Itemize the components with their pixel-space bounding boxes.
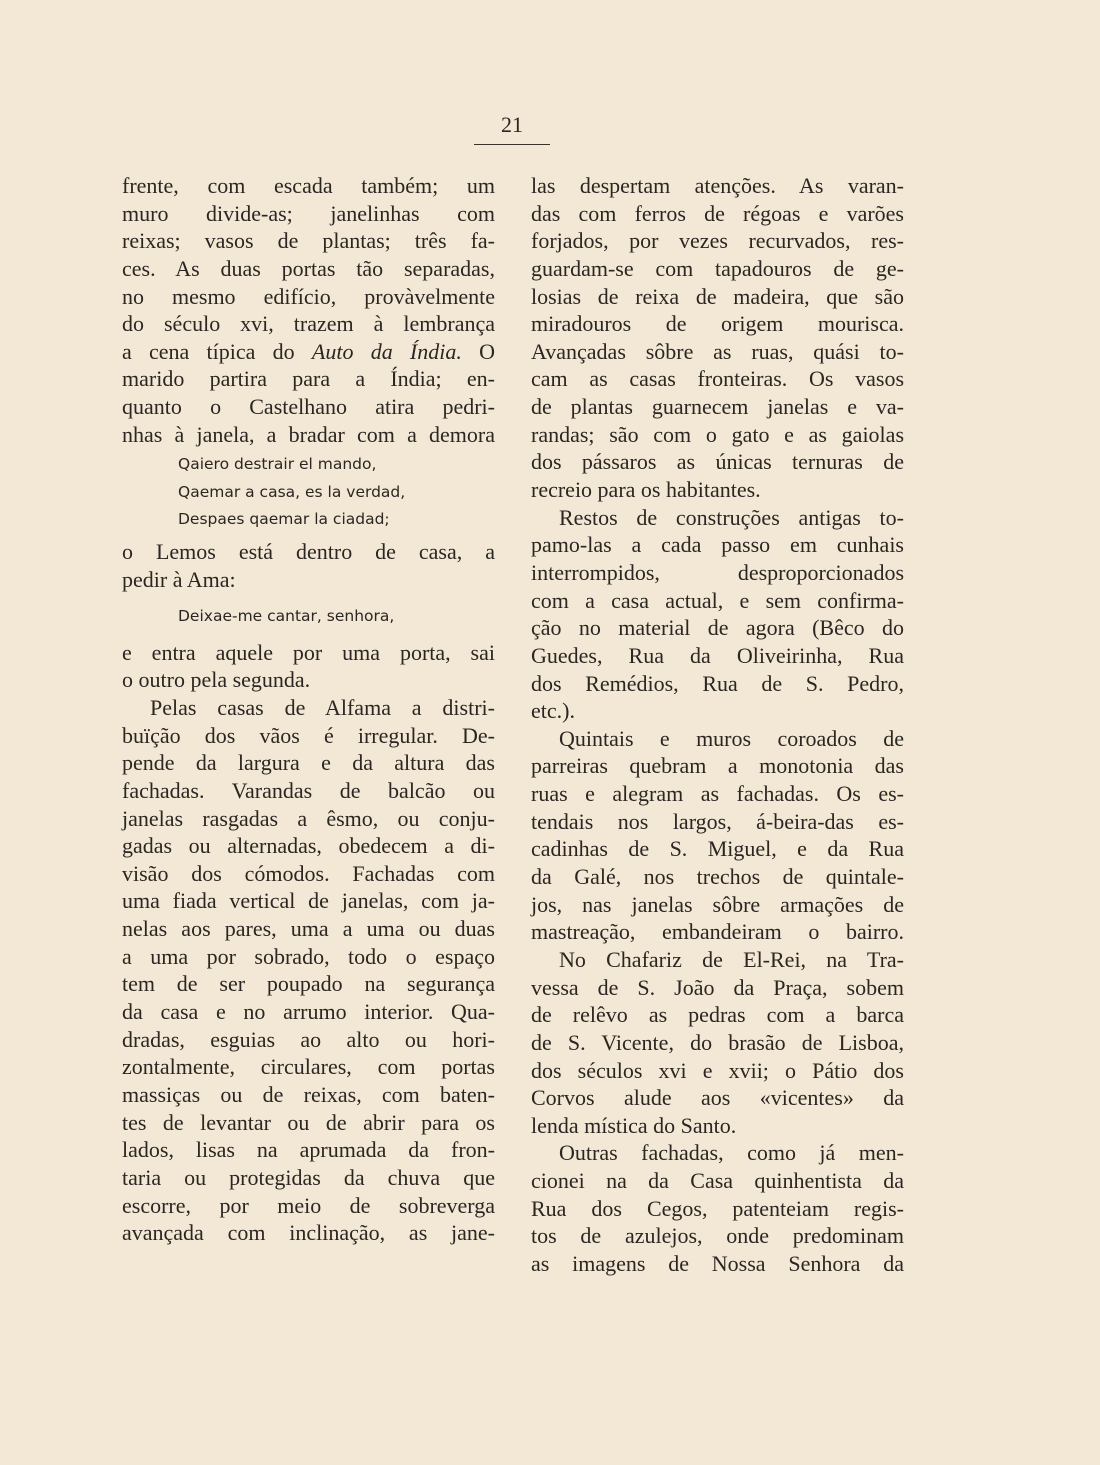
text-line: com a casa actual, e sem confirma- xyxy=(531,587,904,613)
text-line: massiças ou de reixas, com baten- xyxy=(122,1081,495,1107)
text-line: jos, nas janelas sôbre armações de xyxy=(531,891,904,917)
text-line: as imagens de Nossa Senhora da xyxy=(531,1250,904,1276)
verse-quotation xyxy=(122,603,495,631)
text-line: tem de ser poupado na segurança xyxy=(122,971,495,997)
text-line: tendais nos largos, á-beira-das es- xyxy=(531,808,904,834)
right-column xyxy=(531,172,904,1278)
text-line: visão dos cómodos. Fachadas com xyxy=(122,860,495,886)
text-line: avançada com inclinação, as jane- xyxy=(122,1220,495,1246)
text-line: quanto o Castelhano atira pedri- xyxy=(122,394,495,420)
text-line: muro divide-as; janelinhas com xyxy=(122,200,495,226)
text-line: nelas aos pares, uma a uma ou duas xyxy=(122,916,495,942)
text-line: frente, com escada também; um xyxy=(122,173,495,198)
text-line: cadinhas de S. Miguel, e da Rua xyxy=(531,836,904,862)
text-line: fachadas. Varandas de balcão ou xyxy=(122,777,495,803)
paragraph xyxy=(531,725,904,946)
text-line: Restos de construções antigas to- xyxy=(559,504,904,530)
text-line: randas; são com o gato e as gaiolas xyxy=(531,421,904,447)
text-line: parreiras quebram a monotonia das xyxy=(531,753,904,779)
text-line: Avançadas sôbre as ruas, quási to- xyxy=(531,338,904,364)
text-line: buïção dos vãos é irregular. De- xyxy=(122,722,495,748)
text-line: Quintais e muros coroados de xyxy=(559,725,904,751)
paragraph xyxy=(122,639,495,694)
text-line: recreio para os habitantes. xyxy=(531,477,761,503)
text-line: dos pássaros as únicas ternuras de xyxy=(531,449,904,475)
text-line: taria ou protegidas da chuva que xyxy=(122,1164,495,1190)
paragraph xyxy=(531,504,904,725)
page-number: 21 xyxy=(501,112,523,137)
text-line: forjados, por vezes recurvados, res- xyxy=(531,228,904,254)
text-line: o outro pela segunda. xyxy=(122,667,311,693)
text-line: a uma por sobrado, todo o espaço xyxy=(122,943,495,969)
text-span: O xyxy=(479,338,496,364)
verse-line: Despaes qaemar la ciadad; xyxy=(178,510,390,529)
text-line: nhas à janela, a bradar com a demora xyxy=(122,421,495,447)
text-line: marido partira para a Índia; en- xyxy=(122,366,495,392)
text-line: da Galé, nos trechos de quintale- xyxy=(531,864,904,890)
text-line: las despertam atenções. As varan- xyxy=(531,173,904,198)
text-line: de relêvo as pedras com a barca xyxy=(531,1002,904,1028)
verse-quotation xyxy=(122,451,495,534)
text-line: do século xvi, trazem à lembrança xyxy=(122,311,495,337)
text-line: uma fiada vertical de janelas, com ja- xyxy=(122,888,495,914)
text-line: ruas e alegram as fachadas. Os es- xyxy=(531,781,904,807)
text-line: Pelas casas de Alfama a distri- xyxy=(150,694,495,720)
verse-line: Qaemar a casa, es la verdad, xyxy=(178,482,406,501)
text-line: das com ferros de régoas e varões xyxy=(531,200,904,226)
text-line: dos séculos xvi e xvii; o Pátio dos xyxy=(531,1057,904,1083)
text-line: de plantas guarnecem janelas e va- xyxy=(531,394,904,420)
text-line: pende da largura e da altura das xyxy=(122,750,495,776)
text-span: a cena típica do xyxy=(122,338,295,364)
text-line: dos Remédios, Rua de S. Pedro, xyxy=(531,670,904,696)
verse-line: Deixae-me cantar, senhora, xyxy=(178,607,395,626)
text-line: cam as casas fronteiras. Os vasos xyxy=(531,366,904,392)
text-line: lados, lisas na aprumada da fron- xyxy=(122,1137,495,1163)
text-line: ção no material de agora (Bêco do xyxy=(531,615,904,641)
text-line: no mesmo edifício, provàvelmente xyxy=(122,283,495,309)
text-line: Corvos alude aos «vicentes» da xyxy=(531,1085,904,1111)
text-line: Rua dos Cegos, patenteiam regis- xyxy=(531,1195,904,1221)
text-line: escorre, por meio de sobreverga xyxy=(122,1192,495,1218)
paragraph xyxy=(122,694,495,1247)
text-line: reixas; vasos de plantas; três fa- xyxy=(122,228,495,254)
text-line: cionei na da Casa quinhentista da xyxy=(531,1168,904,1194)
text-line: No Chafariz de El-Rei, na Tra- xyxy=(559,946,904,972)
text-line: da casa e no arrumo interior. Qua- xyxy=(122,999,495,1025)
text-line: interrompidos, desproporcionados xyxy=(531,559,904,585)
left-column xyxy=(122,172,495,1247)
text-line: o Lemos está dentro de casa, a xyxy=(122,538,495,564)
text-line: etc.). xyxy=(531,698,575,724)
text-line: ces. As duas portas tão separadas, xyxy=(122,255,495,281)
paragraph xyxy=(122,172,495,448)
text-line: tos de azulejos, onde predominam xyxy=(531,1223,904,1249)
text-line: miradouros de origem mourisca. xyxy=(531,311,904,337)
header-rule xyxy=(474,144,550,145)
text-line: vessa de S. João da Praça, sobem xyxy=(531,974,904,1000)
text-line: guardam-se com tapadouros de ge- xyxy=(531,255,904,281)
text-line: de S. Vicente, do brasão de Lisboa, xyxy=(531,1029,904,1055)
text-line: e entra aquele por uma porta, sai xyxy=(122,639,495,665)
text-line: pedir à Ama: xyxy=(122,566,236,592)
paragraph xyxy=(122,538,495,593)
text-line: Outras fachadas, como já men- xyxy=(559,1140,904,1166)
text-line: lenda mística do Santo. xyxy=(531,1112,737,1138)
text-line-mixed xyxy=(122,338,495,366)
text-line: losias de reixa de madeira, que são xyxy=(531,283,904,309)
text-line: dradas, esguias ao alto ou hori- xyxy=(122,1026,495,1052)
paragraph xyxy=(531,1139,904,1277)
text-line: tes de levantar ou de abrir para os xyxy=(122,1109,495,1135)
paragraph xyxy=(531,946,904,1139)
text-line: janelas rasgadas a êsmo, ou conju- xyxy=(122,805,495,831)
text-line: zontalmente, circulares, com portas xyxy=(122,1054,495,1080)
verse-line: Qaiero destrair el mando, xyxy=(178,455,377,474)
work-title: Auto da Índia. xyxy=(311,338,462,364)
paragraph xyxy=(531,172,904,504)
text-line: gadas ou alternadas, obedecem a di- xyxy=(122,833,495,859)
text-line: mastreação, embandeiram o bairro. xyxy=(531,919,904,945)
text-line: pamo-las a cada passo em cunhais xyxy=(531,532,904,558)
text-line: Guedes, Rua da Oliveirinha, Rua xyxy=(531,642,904,668)
